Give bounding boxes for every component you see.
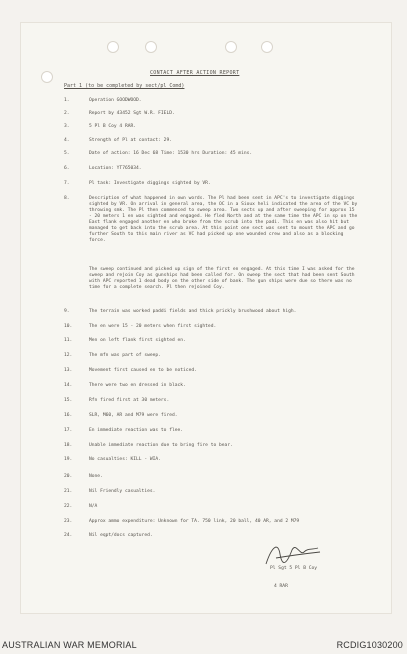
punch-hole-4 [261,41,273,53]
punch-hole-5 [41,71,53,83]
punch-hole-3 [225,41,237,53]
signature-line-2: 4 RAR [274,584,288,589]
signature-line-1: Pl Sgt 5 Pl B Coy [270,566,318,571]
footer-record-id: RCDIG1030200 [336,640,403,650]
report-title: CONTACT AFTER ACTION REPORT [150,70,240,76]
footer-archive-name: AUSTRALIAN WAR MEMORIAL [2,640,137,650]
signature-block [270,554,317,596]
punch-hole-1 [107,41,119,53]
part-heading: Part 1 (to be completed by sect/pl Comd) [64,83,185,89]
punch-hole-2 [145,41,157,53]
